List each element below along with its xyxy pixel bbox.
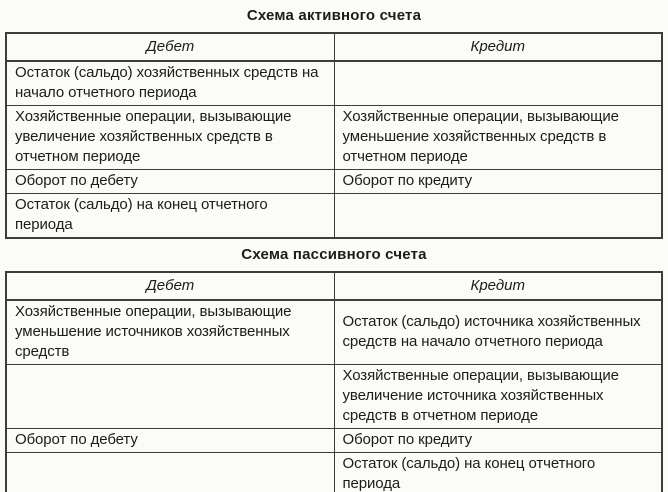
passive-account-table [5,271,663,492]
table-cell: Хозяйственные операции, вызывающие увеличение источника хозяйственных средств в отчетном периоде [334,365,662,429]
table-row [6,300,662,365]
passive-account-section [5,239,663,492]
table-cell: Хозяйственные операции, вызывающие уменьшение источников хозяйственных средств [6,300,334,365]
table-cell: Остаток (сальдо) источника хозяйственных средств на начало отчетного периода [334,300,662,365]
table-cell: Остаток (сальдо) на конец отчетного периода [6,194,334,239]
table-row [6,429,662,453]
table-title-active-account: Схема активного счета [246,7,422,24]
active-account-section [5,3,663,239]
table-cell: Оборот по дебету [6,170,334,194]
table-cell: Оборот по дебету [6,429,334,453]
table-cell: Хозяйственные операции, вызывающие уменьшение хозяйственных средств в отчетном периоде [334,106,662,170]
header-row [6,272,662,300]
table-row [6,170,662,194]
table-cell: Оборот по кредиту [334,170,662,194]
header-row [6,33,662,61]
table-row [6,453,662,492]
table-row [6,61,662,106]
table-row [6,106,662,170]
table-cell: Остаток (сальдо) хозяйственных средств на начало отчетного периода [6,61,334,106]
table-title-passive-account: Схема пассивного счета [241,246,427,263]
table-cell: Остаток (сальдо) на конец отчетного периода [334,453,662,492]
table-cell [6,365,334,429]
table-cell [334,61,662,106]
table-cell [6,453,334,492]
column-header-credit: Кредит [334,33,662,61]
table-row [6,194,662,239]
table-row [6,365,662,429]
active-account-table [5,32,663,239]
column-header-debit: Дебет [6,33,334,61]
column-header-credit: Кредит [334,272,662,300]
table-cell: Хозяйственные операции, вызывающие увеличение хозяйственных средств в отчетном периоде [6,106,334,170]
table-cell: Оборот по кредиту [334,429,662,453]
column-header-debit: Дебет [6,272,334,300]
table-cell [334,194,662,239]
